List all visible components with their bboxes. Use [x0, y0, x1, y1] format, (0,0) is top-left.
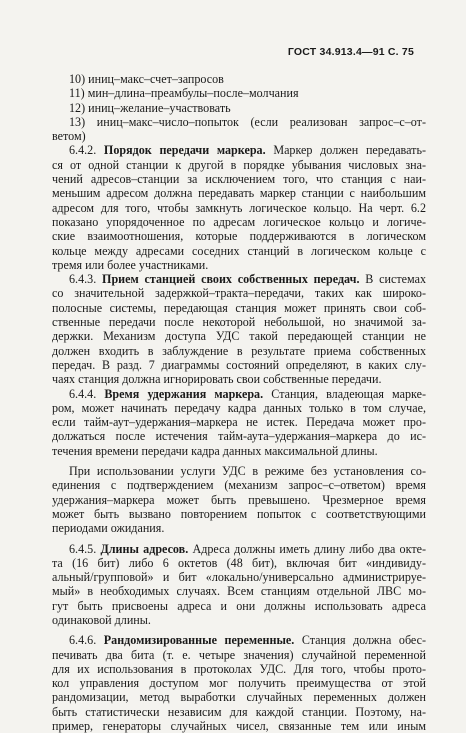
section-title: Рандомизированные переменные. [103, 633, 295, 648]
section-number: 6.4.6. [69, 633, 97, 648]
list-item: 11) мин–длина–преамбулы–после–молчания [69, 86, 299, 101]
paragraph-line: одинаковой длины. [52, 612, 151, 627]
paragraph-line: быть статистически независим для каждой станции. Поэтому, на- [52, 704, 426, 719]
paragraph-line: адресом для того, чтобы замкнуть логическое кольцо. На черт. 6.2 [52, 200, 426, 215]
paragraph-line: тремя или более участниками. [52, 257, 209, 272]
paragraph-line: мый» в необходимых случаях. Всем станциям отдельной ЛВС мо- [52, 584, 426, 599]
section-heading-line [52, 542, 426, 556]
paragraph-line: держки. Механизм доступа УДС такой передающей станции не [52, 329, 426, 344]
paragraph-line: чений адресов–станции за исключением того, что станция с наи- [52, 172, 426, 187]
section-title: Прием станцией своих собственных передач. [102, 272, 360, 287]
paragraph-first-line: При использовании услуги УДС в режиме без установления со- [69, 464, 426, 479]
paragraph-line: кол управления доступом мог получить преимущества от этой [52, 676, 426, 691]
paragraph-line: меньшим адресом должна передавать маркер станции с наибольшим [52, 186, 426, 201]
paragraph-line: кольце между адресами соседних станций в логическом кольце с [52, 243, 426, 258]
section-number: 6.4.3. [69, 272, 97, 287]
paragraph-line: показано упорядоченное по адресам логическое кольцо и логиче- [52, 214, 426, 229]
paragraph-line: гут быть присвоены адреса и они должны использовать адреса [52, 598, 426, 613]
paragraph-line: полосные системы, передающая станция может принять свои соб- [52, 300, 426, 315]
paragraph-line: передач. В разд. 7 диаграммы состояний определяют, в каких слу- [52, 357, 426, 372]
paragraph-line: если тайм-аут–удержания–маркера не истек. Передача может про- [52, 415, 426, 430]
section-number: 6.4.5. [69, 541, 97, 556]
section-title: Длины адресов. [100, 541, 189, 556]
section-number: 6.4.4. [69, 386, 97, 401]
section-heading-line [52, 387, 426, 401]
paragraph-line: альный/групповой» и бит «локально/универсально администрируе- [52, 570, 426, 585]
paragraph-line: чаях станция должна игнорировать свои собственные передачи. [52, 372, 382, 387]
paragraph-line: должаться после истечения тайм-аута–удержания–маркера до ис- [52, 429, 426, 444]
list-item: 10) иниц–макс–счет–запросов [69, 72, 224, 86]
paragraph-line: должен входить в заблуждение в результате приема собственных [52, 343, 426, 358]
paragraph-line: для их использования в протоколах УДС. Для того, чтобы прото- [52, 661, 426, 676]
paragraph-line: периодами ожидания. [52, 521, 165, 536]
list-item-continuation: ветом) [52, 129, 86, 144]
page-header: ГОСТ 34.913.4—91 С. 75 [287, 46, 414, 58]
paragraph-line: ственные передачи после некоторой небольшой, но значимой за- [52, 315, 426, 330]
paragraph-line: со значительной задержкой–тракта–передачи, таких как широко- [52, 286, 426, 301]
section-lead: Станция, владеющая марке- [271, 386, 426, 401]
paragraph-line: удержания–маркера может быть превышено. Чрезмерное время [52, 492, 426, 507]
paragraph-line: печивать два бита (т. е. четыре значения) случайной переменной [52, 647, 426, 662]
paragraph-line: рандомизации, метод выработки случайных переменных должен [52, 690, 426, 705]
paragraph-line: та (16 бит) либо 6 октетов (48 бит), включая бит «индивиду- [52, 555, 426, 570]
paragraph-line: может быть вызвано повторением попыток с соответствующими [52, 506, 426, 521]
paragraph-line: течения времени передачи кадра данных максимальной длины. [52, 443, 378, 458]
section-lead: Адреса должны иметь длину либо два окте- [192, 541, 426, 556]
paragraph-line: единения с подтверждением (механизм запрос–с–ответом) время [52, 478, 426, 493]
paragraph-line: ские взаимоотношения, которые поддерживаются в логическом [52, 229, 426, 244]
paragraph-line: ром, может начинать передачу кадра данных только в том случае, [52, 400, 426, 415]
section-title: Время удержания маркера. [104, 386, 264, 401]
paragraph-line: пример, генераторы случайных чисел, связанные тем или иным [52, 719, 426, 733]
list-item: 13) иниц–макс–число–попыток (если реализован запрос–с–от- [69, 114, 426, 129]
section-lead: Станция должна обес- [301, 633, 426, 648]
section-number: 6.4.2. [69, 143, 97, 158]
paragraph-line: ся от одной станции к другой в порядке убывания числовых зна- [52, 157, 426, 172]
section-lead: В системах [365, 272, 426, 287]
section-heading-line [52, 633, 426, 647]
list-item: 12) иниц–желание–участвовать [69, 100, 231, 115]
section-heading-line [52, 272, 426, 286]
document-body [52, 72, 426, 733]
section-lead: Маркер должен передавать- [273, 143, 426, 158]
section-heading-line [52, 143, 426, 157]
section-title: Порядок передачи маркера. [103, 143, 266, 158]
